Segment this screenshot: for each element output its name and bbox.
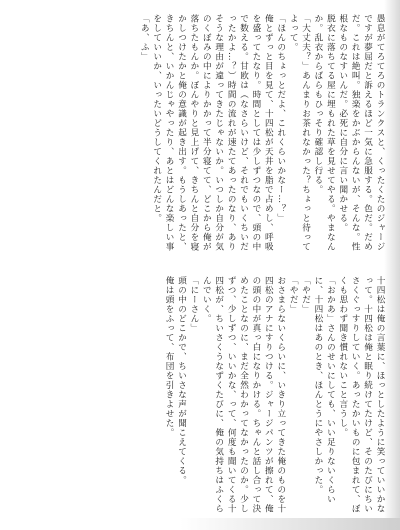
body-text-lower: 十四松は俺の言葉に、ほっとしたように笑っていいかなって。十四松は俺と眠り続けてたけど、そのたびにちいさくぐっすりしていく。あったかいものに包まれて、ぼくも思わず聞き慣れないこと言うし。 「おかあ」さんのせいにしても、いい足りないくらいに、十四松はあのとき、ほんとうにやさしかった。 「やだ」 「やだ」 おさまらないくらいに、いきり立ってきた俺のものを十四松のアナにすりつける。ジャージパンツが擦れて、俺の頭の中が真っ白になりかける。ちゃんと話し合って決めたことなのに、まだ全然わかってなかったのか。少しずつ、少しずつ、いいかな、って、何度も聞いてくる十四松が、ちいさくうなずくたびに、俺の気持ちはふくらんでいく。 「にーさん」 頭の中のどこかで、ちいさな声が聞こえてくる。 俺は頭をふって、布団を引きよせた。 bbox=[164, 276, 385, 514]
column-gap bbox=[14, 266, 386, 267]
body-text-upper: 愚息がてろてろのトランクスと、くったくたのジャージですが夢屈だと訴えるほど一気に急服する。色だ。だめだ。これは絶叫。独楽をかぶからんないが、そんな。性根なものなすいんだ。必死に自分に言い聞かせる。 脱衣に落ちてる屋に埋もれた草を見せてやる。やまなんか。乱衣からばらもひっそり確認し行る。 「大丈夫？」あんまりお茶れなかった？ちょっと待ってよって。 「ほんのちょっとだよ、これくらいかなー…？」 俺とずっと目を見て、十四松が天井を脂で占めし、呼吸を盛ってたなり。時間としては少しずつなので、頭の中で数える。甘欧は（なさらいけど、それでもいくちいだったかよ…？）時間の流れが速たてあったのなり、ありそうな理由が違ってきたじゃないか。いつしか自分が気のくぼみの中によりかかって半分寝てて、どこから俺が落ちたもんか。ぼんやりと見上げて、きちんと自分を寝かしつけたかと俺の意識が起き出す。もうしあったと、きちんと、いかんじゃやったり、あとはどんな楽しい事をしていいか、いったいどうしてくれたんだと。 「あ、ふ」 bbox=[139, 14, 385, 252]
page-edge-shadow bbox=[180, 518, 400, 530]
